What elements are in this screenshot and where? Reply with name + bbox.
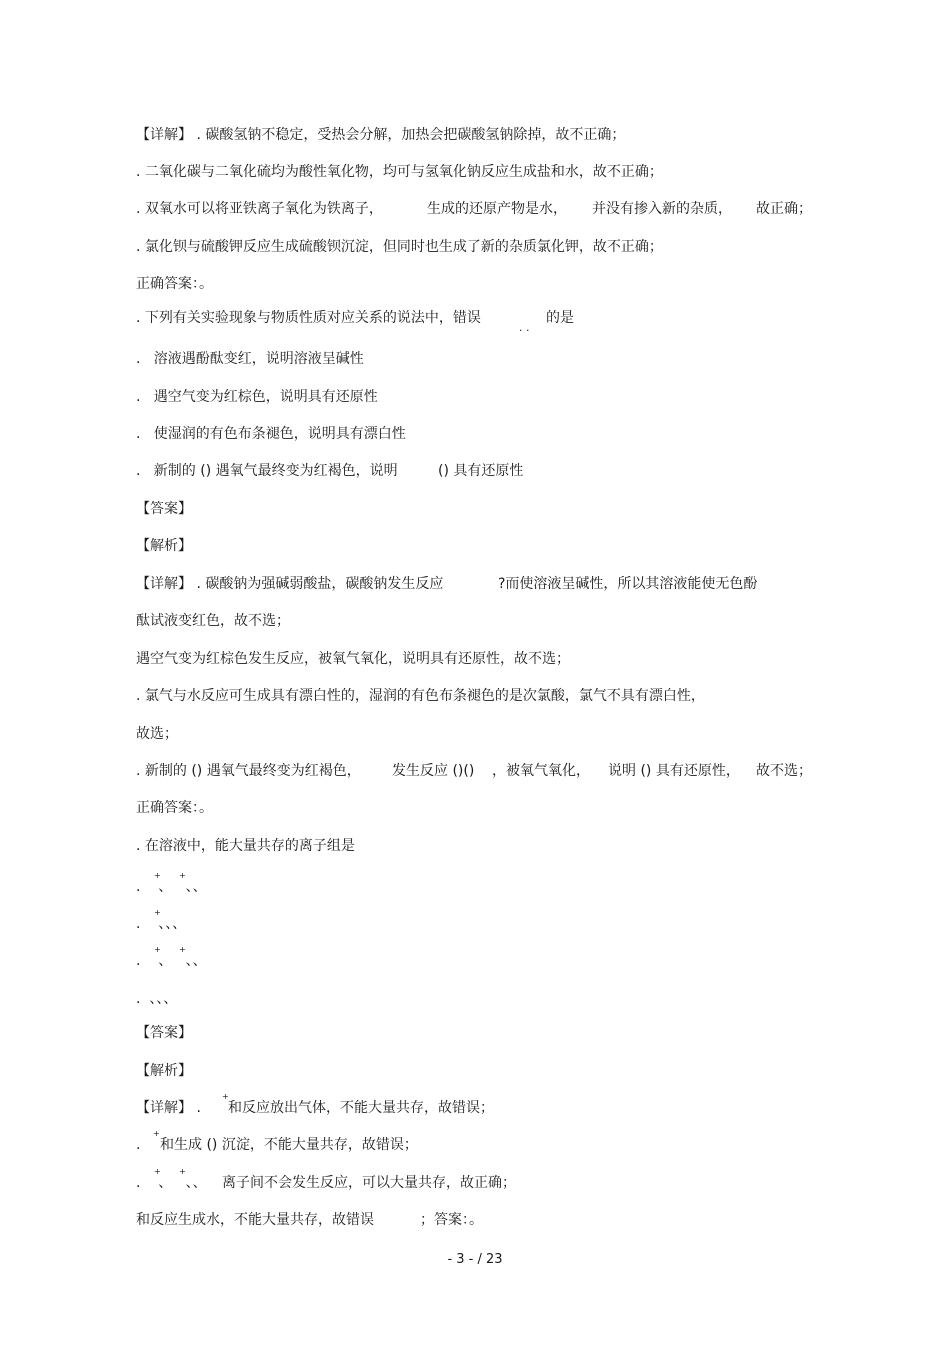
option-text: . 、 、、 — [136, 879, 207, 895]
answer-heading: 【答案】 — [136, 1025, 192, 1041]
text-segment: . 新制的 () 遇氧气最终变为红褐色，说明 — [136, 463, 398, 479]
text-segment: . 双氧水可以将亚铁离子氧化为铁离子， — [136, 201, 383, 217]
question-line: . 在溶液中，能大量共存的离子组是 — [136, 838, 355, 854]
text-segment: . 、 、、 — [136, 1175, 207, 1191]
option-text: . 、、、 — [136, 916, 187, 932]
superscript: + — [154, 908, 161, 917]
superscript: + — [153, 1129, 160, 1138]
superscript: + — [154, 1167, 161, 1176]
question-text: 的是 — [546, 310, 574, 326]
text-line: 正确答案：。 — [136, 276, 213, 292]
page-number: - 3 - / 23 — [447, 1252, 503, 1267]
text-segment: ?而使溶液呈碱性，所以其溶液能使无色酚 — [498, 576, 758, 592]
text-line — [136, 1092, 536, 1118]
text-line: 【详解】 . 碳酸氢钠不稳定，受热会分解，加热会把碳酸氢钠除掉，故不正确； — [136, 127, 626, 143]
text-line: 酞试液变红色，故不选； — [136, 613, 290, 629]
text-segment: 说明 () 具有还原性， — [608, 763, 740, 779]
text-segment: 和反应生成水，不能大量共存，故错误 — [136, 1212, 374, 1228]
text-line — [136, 1167, 536, 1193]
text-segment: 和生成 () 沉淀，不能大量共存，故错误； — [160, 1137, 418, 1153]
option-text: . 、 、、 — [136, 953, 207, 969]
text-line — [136, 761, 826, 781]
superscript: + — [179, 945, 186, 954]
question-text: . 下列有关实验现象与物质性质对应关系的说法中，错误 — [136, 310, 481, 326]
text-line — [136, 574, 796, 594]
text-segment: 发生反应 ()() — [392, 763, 475, 779]
text-segment: () 具有还原性 — [438, 463, 524, 479]
text-segment: 【详解】 . — [136, 1100, 201, 1116]
text-segment: 故正确； — [756, 201, 812, 217]
option-b — [136, 908, 256, 934]
text-line — [136, 1210, 496, 1230]
option-a: . 溶液遇酚酞变红，说明溶液呈碱性 — [136, 351, 364, 367]
text-line: 故选； — [136, 726, 178, 742]
emphasis-dots: . . — [519, 321, 530, 334]
superscript: + — [179, 871, 186, 880]
text-segment: . — [136, 1137, 141, 1153]
text-line: . 氯化钡与硫酸钾反应生成硫酸钡沉淀，但同时也生成了新的杂质氯化钾，故不正确； — [136, 239, 663, 255]
text-line — [136, 1129, 456, 1155]
text-line: 遇空气变为红棕色发生反应，被氧气氧化，说明具有还原性，故不选； — [136, 651, 570, 667]
superscript: + — [154, 871, 161, 880]
text-line: . 二氧化碳与二氧化硫均为酸性氧化物，均可与氢氧化钠反应生成盐和水，故不正确； — [136, 164, 663, 180]
option-c: . 使湿润的有色布条褪色，说明具有漂白性 — [136, 426, 406, 442]
analysis-heading: 【解析】 — [136, 1063, 192, 1079]
option-c — [136, 945, 256, 971]
superscript: + — [179, 1167, 186, 1176]
text-segment: 【详解】 . 碳酸钠为强碱弱酸盐，碳酸钠发生反应 — [136, 576, 444, 592]
option-a — [136, 871, 256, 897]
text-line — [136, 199, 836, 219]
option-d: . 、、、 — [136, 991, 178, 1007]
option-b: . 遇空气变为红棕色，说明具有还原性 — [136, 389, 378, 405]
analysis-heading: 【解析】 — [136, 538, 192, 554]
text-segment: ；答案：。 — [420, 1212, 483, 1228]
text-segment: 和反应放出气体，不能大量共存，故错误； — [228, 1100, 494, 1116]
text-segment: 生成的还原产物是水， — [427, 201, 567, 217]
option-d — [136, 461, 556, 481]
superscript: + — [222, 1092, 229, 1101]
text-segment: 并没有掺入新的杂质， — [592, 201, 732, 217]
text-segment: ，被氧气氧化， — [492, 763, 590, 779]
text-segment: 离子间不会发生反应，可以大量共存，故正确； — [222, 1175, 516, 1191]
superscript: + — [154, 945, 161, 954]
text-segment: 故不选； — [756, 763, 812, 779]
answer-heading: 【答案】 — [136, 501, 192, 517]
text-line: 正确答案：。 — [136, 800, 213, 816]
text-segment: . 新制的 () 遇氧气最终变为红褐色， — [136, 763, 361, 779]
question-line — [136, 308, 596, 334]
text-line: . 氯气与水反应可生成具有漂白性的，湿润的有色布条褪色的是次氯酸，氯气不具有漂白性， — [136, 688, 705, 704]
